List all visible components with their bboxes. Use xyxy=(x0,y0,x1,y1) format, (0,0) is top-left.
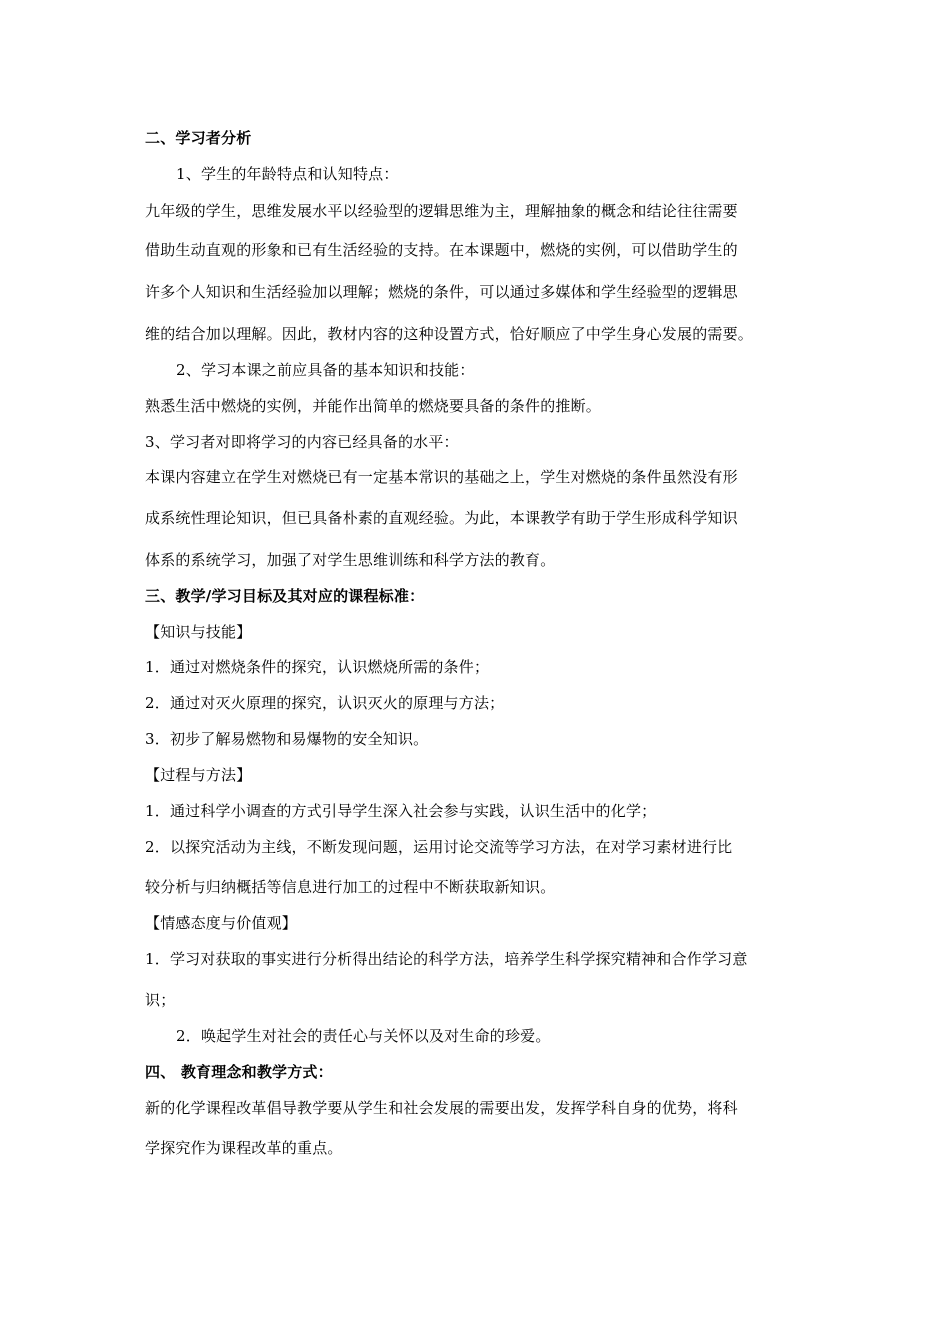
section2-item1-line-1: 九年级的学生，思维发展水平以经验型的逻辑思维为主，理解抽象的概念和结论往往需要 xyxy=(145,202,738,220)
emotion-item-1-line-2: 识； xyxy=(145,991,176,1009)
knowledge-item-3: 3．初步了解易燃物和易爆物的安全知识。 xyxy=(145,730,429,748)
knowledge-heading: 【知识与技能】 xyxy=(145,623,252,641)
section2-item1-line-2: 借助生动直观的形象和已有生活经验的支持。在本课题中，燃烧的实例，可以借助学生的 xyxy=(145,241,738,259)
section2-heading: 二、学习者分析 xyxy=(145,129,252,147)
section2-item1-line-3: 许多个人知识和生活经验加以理解；燃烧的条件，可以通过多媒体和学生经验型的逻辑思 xyxy=(145,283,738,301)
process-item-2-line-2: 较分析与归纳概括等信息进行加工的过程中不断获取新知识。 xyxy=(145,878,556,896)
section2-item3-line-3: 体系的系统学习，加强了对学生思维训练和科学方法的教育。 xyxy=(145,551,556,569)
emotion-item-1-line-1: 1．学习对获取的事实进行分析得出结论的科学方法，培养学生科学探究精神和合作学习意 xyxy=(145,950,748,968)
emotion-heading: 【情感态度与价值观】 xyxy=(145,914,298,932)
section2-item1-line-4: 维的结合加以理解。因此，教材内容的这种设置方式，恰好顺应了中学生身心发展的需要。 xyxy=(145,325,754,343)
section4-heading: 四、 教育理念和教学方式： xyxy=(145,1063,333,1081)
process-item-1: 1．通过科学小调查的方式引导学生深入社会参与实践，认识生活中的化学； xyxy=(145,802,657,820)
knowledge-item-2: 2．通过对灭火原理的探究，认识灭火的原理与方法； xyxy=(145,694,505,712)
section4-line-2: 学探究作为课程改革的重点。 xyxy=(145,1139,343,1157)
section2-item3-line-2: 成系统性理论知识，但已具备朴素的直观经验。为此，本课教学有助于学生形成科学知识 xyxy=(145,509,738,527)
section2-item2-text: 熟悉生活中燃烧的实例，并能作出简单的燃烧要具备的条件的推断。 xyxy=(145,397,602,415)
section2-item3-line-1: 本课内容建立在学生对燃烧已有一定基本常识的基础之上，学生对燃烧的条件虽然没有形 xyxy=(145,468,738,486)
section2-item1-title: 1、学生的年龄特点和认知特点： xyxy=(176,165,399,183)
section4-line-1: 新的化学课程改革倡导教学要从学生和社会发展的需要出发，发挥学科自身的优势，将科 xyxy=(145,1099,738,1117)
knowledge-item-1: 1．通过对燃烧条件的探究，认识燃烧所需的条件； xyxy=(145,658,490,676)
section2-item2-title: 2、学习本课之前应具备的基本知识和技能： xyxy=(176,361,475,379)
process-item-2-line-1: 2．以探究活动为主线，不断发现问题，运用讨论交流等学习方法，在对学习素材进行比 xyxy=(145,838,733,856)
process-heading: 【过程与方法】 xyxy=(145,766,252,784)
emotion-item-2: 2．唤起学生对社会的责任心与关怀以及对生命的珍爱。 xyxy=(176,1027,551,1045)
section3-heading: 三、教学/学习目标及其对应的课程标准： xyxy=(145,587,425,605)
section2-item3-title: 3、学习者对即将学习的内容已经具备的水平： xyxy=(145,433,459,451)
